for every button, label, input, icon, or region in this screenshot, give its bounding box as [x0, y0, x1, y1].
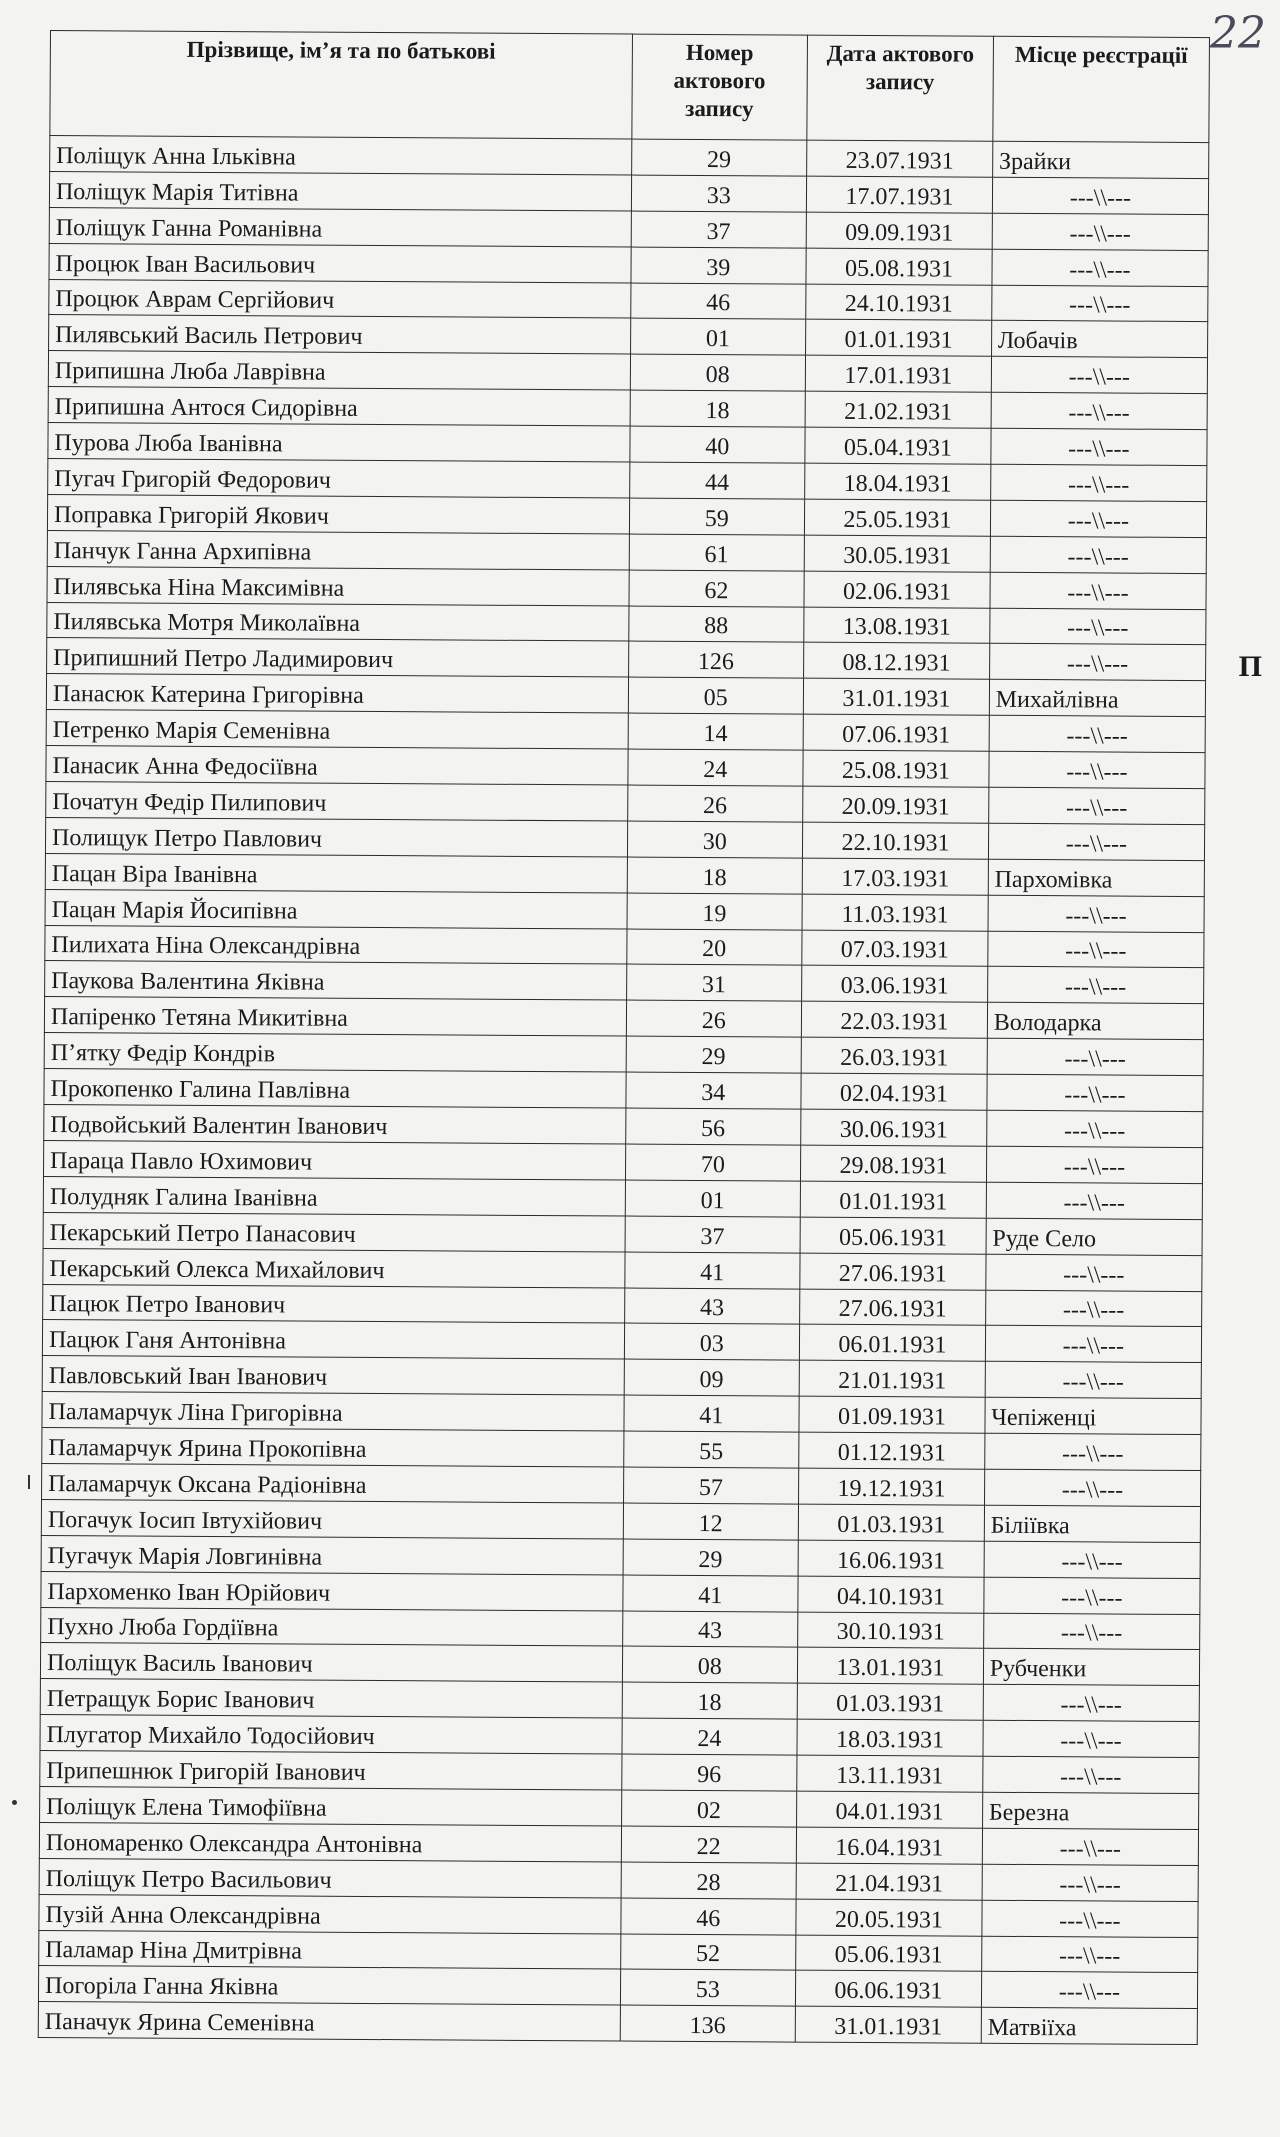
cell-registration-place: ---\\--- — [990, 572, 1206, 609]
cell-record-number: 53 — [620, 1969, 796, 2006]
cell-record-date: 20.05.1931 — [796, 1899, 982, 1936]
cell-record-date: 05.06.1931 — [796, 1935, 982, 1972]
cell-name: Подвойський Валентин Іванович — [44, 1105, 626, 1144]
cell-record-date: 18.03.1931 — [797, 1719, 983, 1756]
cell-name: Петращук Борис Іванович — [40, 1679, 622, 1718]
section-letter: П — [1238, 650, 1262, 683]
cell-registration-place: ---\\--- — [991, 392, 1207, 429]
cell-name: Поліщук Анна Ільківна — [50, 136, 632, 175]
table-body — [38, 136, 1209, 2045]
cell-name: Пилявський Василь Петрович — [49, 315, 631, 354]
cell-record-date: 16.06.1931 — [798, 1540, 984, 1577]
cell-name: Паламар Ніна Дмитрівна — [39, 1930, 621, 1969]
cell-record-number: 62 — [629, 570, 805, 607]
cell-name: Пацан Віра Іванівна — [45, 853, 627, 892]
cell-record-date: 02.04.1931 — [801, 1073, 987, 1110]
cell-record-number: 88 — [628, 606, 804, 643]
cell-registration-place: ---\\--- — [985, 1433, 1201, 1470]
cell-record-date: 19.12.1931 — [799, 1468, 985, 1505]
header-registration-place: Місце реєстрації — [993, 36, 1210, 142]
cell-name: Пономаренко Олександра Антонівна — [39, 1822, 621, 1861]
cell-record-date: 07.03.1931 — [802, 930, 988, 967]
cell-record-date: 16.04.1931 — [796, 1827, 982, 1864]
cell-name: Плугатор Михайло Тодосійович — [40, 1715, 622, 1754]
cell-record-number: 30 — [627, 821, 803, 858]
cell-record-date: 20.09.1931 — [803, 786, 989, 823]
cell-record-number: 31 — [626, 965, 802, 1002]
cell-record-number: 61 — [629, 534, 805, 571]
cell-record-date: 05.04.1931 — [805, 427, 991, 464]
cell-registration-place: Зрайки — [992, 141, 1208, 178]
cell-record-number: 46 — [620, 1898, 796, 1935]
cell-record-date: 01.12.1931 — [799, 1432, 985, 1469]
cell-registration-place: ---\\--- — [983, 1685, 1199, 1722]
cell-registration-place: Лобачів — [991, 321, 1207, 358]
cell-record-number: 22 — [621, 1826, 797, 1863]
cell-record-date: 31.01.1931 — [795, 2006, 981, 2043]
cell-name: Припишний Петро Ладимирович — [47, 638, 629, 677]
cell-record-number: 18 — [622, 1682, 798, 1719]
cell-name: Панасик Анна Федосіївна — [46, 746, 628, 785]
cell-record-date: 08.12.1931 — [804, 643, 990, 680]
cell-record-number: 34 — [625, 1072, 801, 1109]
cell-record-number: 37 — [625, 1216, 801, 1253]
cell-record-number: 08 — [630, 354, 806, 391]
table-row — [38, 2002, 1197, 2045]
cell-record-number: 26 — [626, 1000, 802, 1037]
cell-name: П’ятку Федір Кондрів — [44, 1033, 626, 1072]
cell-registration-place: Михайлівна — [989, 680, 1205, 717]
cell-record-date: 01.03.1931 — [798, 1504, 984, 1541]
cell-record-number: 18 — [627, 857, 803, 894]
cell-name: Процюк Аврам Сергійович — [49, 279, 631, 318]
cell-name: Поліщук Елена Тимофіївна — [40, 1786, 622, 1825]
cell-registration-place: Чепіженці — [985, 1397, 1201, 1434]
cell-record-number: 37 — [631, 211, 807, 248]
cell-registration-place: Рубченки — [983, 1649, 1199, 1686]
cell-record-number: 09 — [624, 1359, 800, 1396]
cell-registration-place: ---\\--- — [985, 1290, 1201, 1327]
cell-registration-place: ---\\--- — [991, 428, 1207, 465]
cell-name: Пугачук Марія Ловгинівна — [41, 1535, 623, 1574]
cell-record-date: 05.06.1931 — [800, 1217, 986, 1254]
cell-record-number: 96 — [621, 1754, 797, 1791]
cell-record-number: 02 — [621, 1790, 797, 1827]
header-name: Прізвище, ім’я та по батькові — [50, 31, 632, 140]
header-record-date: Дата актового запису — [807, 35, 993, 141]
cell-registration-place: ---\\--- — [982, 1900, 1198, 1937]
cell-record-number: 41 — [622, 1575, 798, 1612]
cell-record-date: 25.05.1931 — [805, 499, 991, 536]
cell-name: Панасюк Катерина Григорівна — [46, 674, 628, 713]
cell-registration-place: ---\\--- — [989, 751, 1205, 788]
cell-name: Поліщук Марія Титівна — [49, 171, 631, 210]
cell-registration-place: ---\\--- — [984, 1577, 1200, 1614]
cell-record-number: 46 — [630, 283, 806, 320]
cell-registration-place: ---\\--- — [989, 644, 1205, 681]
cell-record-number: 57 — [623, 1467, 799, 1504]
cell-name: Погоріла Ганна Яківна — [38, 1966, 620, 2005]
cell-record-number: 41 — [623, 1395, 799, 1432]
cell-registration-place: ---\\--- — [982, 1828, 1198, 1865]
cell-name: Поліщук Петро Васильович — [39, 1858, 621, 1897]
cell-record-number: 01 — [625, 1180, 801, 1217]
cell-name: Панчук Ганна Архипівна — [47, 530, 629, 569]
cell-registration-place: ---\\--- — [990, 500, 1206, 537]
cell-name: Петренко Марія Семенівна — [46, 710, 628, 749]
cell-registration-place: ---\\--- — [990, 536, 1206, 573]
cell-name: Припешнюк Григорій Іванович — [40, 1751, 622, 1790]
cell-name: Пилявська Ніна Максимівна — [47, 566, 629, 605]
header-row — [50, 31, 1210, 143]
cell-name: Паначук Ярина Семенівна — [38, 2002, 620, 2041]
cell-record-date: 04.01.1931 — [797, 1791, 983, 1828]
cell-registration-place: ---\\--- — [981, 1972, 1197, 2009]
cell-registration-place: ---\\--- — [985, 1362, 1201, 1399]
cell-record-number: 03 — [624, 1323, 800, 1360]
cell-record-number: 56 — [625, 1108, 801, 1145]
cell-record-date: 01.03.1931 — [797, 1683, 983, 1720]
cell-name: Початун Федір Пилипович — [46, 782, 628, 821]
cell-registration-place: ---\\--- — [982, 1864, 1198, 1901]
cell-registration-place: ---\\--- — [988, 787, 1204, 824]
cell-registration-place: ---\\--- — [983, 1613, 1199, 1650]
cell-record-date: 27.06.1931 — [800, 1289, 986, 1326]
cell-record-number: 20 — [626, 929, 802, 966]
header-record-number: Номер актового запису — [631, 34, 807, 140]
cell-record-number: 24 — [627, 749, 803, 786]
cell-record-date: 11.03.1931 — [802, 894, 988, 931]
cell-record-number: 70 — [625, 1144, 801, 1181]
cell-record-number: 33 — [631, 175, 807, 212]
cell-name: Поправка Григорій Якович — [47, 494, 629, 533]
cell-record-date: 13.08.1931 — [804, 607, 990, 644]
cell-registration-place: Пархомівка — [988, 859, 1204, 896]
cell-name: Паламарчук Ліна Григорівна — [42, 1392, 624, 1431]
cell-name: Пилявська Мотря Миколаївна — [47, 602, 629, 641]
cell-registration-place: ---\\--- — [989, 715, 1205, 752]
cell-registration-place: ---\\--- — [992, 177, 1208, 214]
cell-record-number: 39 — [630, 247, 806, 284]
cell-registration-place: ---\\--- — [986, 1146, 1202, 1183]
cell-record-number: 29 — [626, 1036, 802, 1073]
cell-record-date: 27.06.1931 — [800, 1253, 986, 1290]
cell-registration-place: ---\\--- — [984, 1469, 1200, 1506]
cell-record-date: 06.01.1931 — [799, 1324, 985, 1361]
cell-record-date: 25.08.1931 — [803, 750, 989, 787]
cell-registration-place: ---\\--- — [988, 895, 1204, 932]
cell-record-number: 43 — [622, 1611, 798, 1648]
cell-record-number: 01 — [630, 319, 806, 356]
cell-registration-place: ---\\--- — [984, 1541, 1200, 1578]
cell-record-date: 21.04.1931 — [796, 1863, 982, 1900]
cell-name: Пугач Григорій Федорович — [48, 459, 630, 498]
cell-registration-place: ---\\--- — [990, 464, 1206, 501]
cell-record-date: 04.10.1931 — [798, 1576, 984, 1613]
cell-record-number: 18 — [630, 390, 806, 427]
registry-table — [38, 30, 1210, 2045]
cell-record-number: 59 — [629, 498, 805, 535]
cell-record-number: 43 — [624, 1288, 800, 1325]
cell-record-date: 07.06.1931 — [803, 714, 989, 751]
cell-name: Павловський Іван Іванович — [42, 1356, 624, 1395]
cell-name: Припишна Антося Сидорівна — [48, 387, 630, 426]
cell-record-number: 08 — [622, 1646, 798, 1683]
cell-registration-place: ---\\--- — [992, 249, 1208, 286]
cell-registration-place: ---\\--- — [986, 1110, 1202, 1147]
cell-record-date: 17.07.1931 — [806, 176, 992, 213]
cell-name: Пузій Анна Олександрівна — [39, 1894, 621, 1933]
margin-mark — [12, 1800, 17, 1805]
cell-name: Припишна Люба Лаврівна — [48, 351, 630, 390]
cell-name: Пухно Люба Гордіївна — [41, 1607, 623, 1646]
cell-record-date: 01.01.1931 — [800, 1181, 986, 1218]
cell-record-date: 22.10.1931 — [803, 822, 989, 859]
cell-name: Паламарчук Ярина Прокопівна — [42, 1428, 624, 1467]
cell-registration-place: Березна — [982, 1792, 1198, 1829]
cell-record-date: 18.04.1931 — [805, 463, 991, 500]
cell-name: Пекарський Петро Панасович — [43, 1212, 625, 1251]
cell-name: Папіренко Тетяна Микитівна — [44, 997, 626, 1036]
cell-record-date: 03.06.1931 — [802, 966, 988, 1003]
cell-record-date: 01.01.1931 — [806, 320, 992, 357]
cell-record-date: 21.01.1931 — [799, 1360, 985, 1397]
cell-record-date: 17.01.1931 — [805, 355, 991, 392]
cell-record-date: 09.09.1931 — [806, 212, 992, 249]
cell-registration-place: ---\\--- — [983, 1720, 1199, 1757]
cell-name: Прокопенко Галина Павлівна — [44, 1069, 626, 1108]
cell-registration-place: Біліївка — [984, 1505, 1200, 1542]
cell-record-date: 29.08.1931 — [801, 1145, 987, 1182]
cell-record-number: 19 — [627, 893, 803, 930]
cell-record-number: 28 — [621, 1862, 797, 1899]
cell-record-date: 24.10.1931 — [806, 284, 992, 321]
cell-name: Паукова Валентина Яківна — [45, 961, 627, 1000]
cell-name: Поліщук Василь Іванович — [40, 1643, 622, 1682]
cell-registration-place: ---\\--- — [992, 285, 1208, 322]
cell-name: Полищук Петро Павлович — [45, 817, 627, 856]
cell-record-number: 126 — [628, 642, 804, 679]
cell-name: Паламарчук Оксана Радіонівна — [42, 1463, 624, 1502]
cell-registration-place: Руде Село — [986, 1218, 1202, 1255]
cell-name: Поліщук Ганна Романівна — [49, 207, 631, 246]
cell-record-date: 13.11.1931 — [797, 1755, 983, 1792]
cell-registration-place: Матвіїха — [981, 2008, 1197, 2045]
cell-name: Параца Павло Юхимович — [43, 1140, 625, 1179]
cell-record-number: 14 — [628, 713, 804, 750]
cell-record-date: 21.02.1931 — [805, 391, 991, 428]
cell-name: Пархоменко Іван Юрійович — [41, 1571, 623, 1610]
cell-registration-place: ---\\--- — [987, 1039, 1203, 1076]
cell-record-date: 02.06.1931 — [804, 571, 990, 608]
cell-name: Пацюк Ганя Антонівна — [42, 1320, 624, 1359]
cell-name: Погачук Іосип Івтухійович — [41, 1499, 623, 1538]
cell-registration-place: ---\\--- — [983, 1756, 1199, 1793]
cell-record-date: 06.06.1931 — [796, 1971, 982, 2008]
cell-name: Пилихата Ніна Олександрівна — [45, 925, 627, 964]
cell-record-date: 31.01.1931 — [803, 678, 989, 715]
cell-name: Пекарський Олекса Михайлович — [43, 1248, 625, 1287]
cell-registration-place: ---\\--- — [987, 1074, 1203, 1111]
cell-record-date: 22.03.1931 — [801, 1001, 987, 1038]
cell-registration-place: ---\\--- — [987, 967, 1203, 1004]
cell-record-number: 55 — [623, 1431, 799, 1468]
cell-registration-place: ---\\--- — [992, 213, 1208, 250]
cell-name: Пурова Люба Іванівна — [48, 423, 630, 462]
cell-record-date: 30.05.1931 — [804, 535, 990, 572]
margin-mark — [28, 1475, 30, 1489]
cell-name: Пацюк Петро Іванович — [43, 1284, 625, 1323]
cell-record-number: 44 — [629, 462, 805, 499]
cell-registration-place: Володарка — [987, 1003, 1203, 1040]
cell-name: Процюк Іван Васильович — [49, 243, 631, 282]
cell-record-number: 12 — [623, 1503, 799, 1540]
cell-registration-place: ---\\--- — [985, 1326, 1201, 1363]
cell-registration-place: ---\\--- — [986, 1254, 1202, 1291]
cell-record-number: 26 — [627, 785, 803, 822]
cell-record-date: 30.10.1931 — [798, 1612, 984, 1649]
cell-record-number: 05 — [628, 677, 804, 714]
cell-registration-place: ---\\--- — [986, 1182, 1202, 1219]
cell-registration-place: ---\\--- — [988, 931, 1204, 968]
cell-record-date: 05.08.1931 — [806, 248, 992, 285]
cell-record-date: 26.03.1931 — [801, 1037, 987, 1074]
cell-record-number: 41 — [624, 1252, 800, 1289]
cell-registration-place: ---\\--- — [991, 357, 1207, 394]
cell-record-number: 40 — [629, 426, 805, 463]
cell-record-number: 24 — [621, 1718, 797, 1755]
cell-record-date: 01.09.1931 — [799, 1396, 985, 1433]
cell-record-date: 23.07.1931 — [807, 140, 993, 177]
cell-registration-place: ---\\--- — [990, 608, 1206, 645]
cell-name: Полудняк Галина Іванівна — [43, 1176, 625, 1215]
cell-record-number: 29 — [623, 1539, 799, 1576]
cell-record-number: 52 — [620, 1934, 796, 1971]
cell-record-date: 17.03.1931 — [802, 858, 988, 895]
handwritten-page-number: 22 — [1210, 8, 1266, 59]
cell-registration-place: ---\\--- — [981, 1936, 1197, 1973]
cell-record-date: 13.01.1931 — [797, 1648, 983, 1685]
cell-record-number: 136 — [620, 2005, 796, 2042]
cell-registration-place: ---\\--- — [988, 823, 1204, 860]
cell-name: Пацан Марія Йосипівна — [45, 889, 627, 928]
cell-record-number: 29 — [631, 139, 807, 176]
cell-record-date: 30.06.1931 — [801, 1109, 987, 1146]
